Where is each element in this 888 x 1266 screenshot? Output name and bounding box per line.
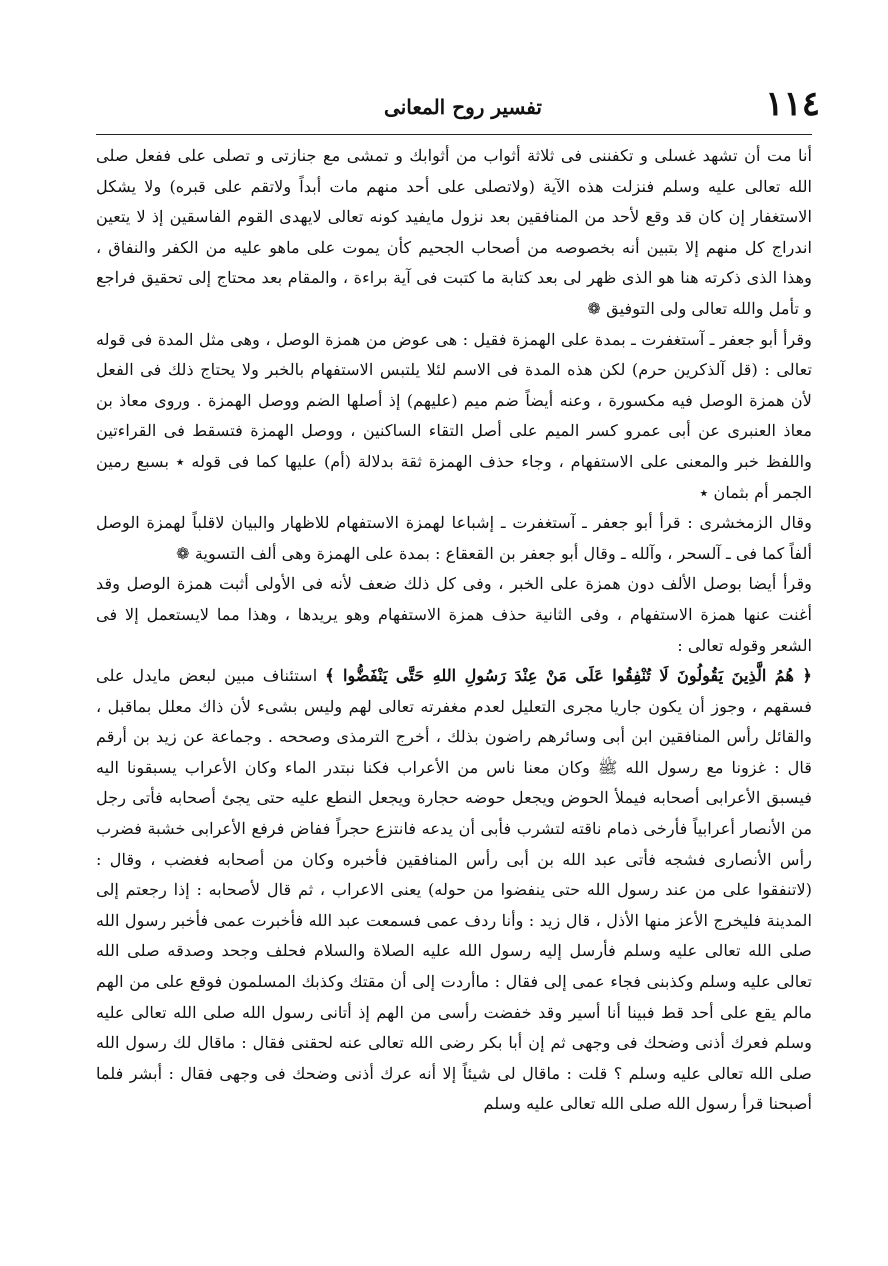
page-header (96, 80, 820, 135)
paragraph-3 (96, 508, 812, 569)
page-number: ١١٤ (765, 84, 820, 124)
paragraph-2 (96, 325, 812, 509)
paragraph-text: أنا مت أن تشهد غسلى و تكفننى فى ثلاثة أثواب من أثوابك و تمشى مع جنازتى و تصلى على ففعل صلى الله تعالى عليه وسلم فنزلت هذه الآية (ولاتصلى على أحد منهم مات أبداً ولاتقم على قبره) ولا يشكل الاستغفار إن كان قد وقع لأحد من المنافقين بعد نزول مايفيد كونه تعالى لايهدى القوم الفاسقين إذ لا يتعين اندراج كل منهم إلا بتبين أنه بخصوصه من أصحاب الجحيم كأن يموت على ماهو عليه من الكفر والنفاق ، وهذا الذى ذكرته هنا هو الذى ظهر لى بعد كتابة ما كتبت فى آية براءة ، والمقام بعد محتاج إلى تحقيق فراجع و تأمل والله تعالى ولى التوفيق ❁ (96, 146, 812, 318)
paragraph-4 (96, 569, 812, 661)
paragraph-text: وقرأ أبو جعفر ـ آستغفرت ـ بمدة على الهمزة فقيل : هى عوض من همزة الوصل ، وهى مثل المدة فى قوله تعالى : (قل آلذكرين حرم) لكن هذه المدة فى الاسم لئلا يلتبس الاستفهام بالخبر ولا يحتاج ذلك فى الفعل لأن همزة الوصل فيه مكسورة ، وعنه أيضاً ضم ميم (عليهم) إذ أصلها الضم ووصل الهمزة . وروى معاذ بن معاذ العنبرى عن أبى عمرو كسر الميم على أصل التقاء الساكنين ، ووصل الهمزة فتسقط فى القراءتين واللفظ خبر والمعنى على الاستفهام ، وجاء حذف الهمزة ثقة بدلالة (أم) عليها كما فى قوله ٭ بسبع رمين الجمر أم بثمان ٭ (96, 329, 812, 502)
paragraph-1 (96, 141, 812, 325)
quran-verse: ﴿ هُمُ الَّذِينَ يَقُولُونَ لَا تُنْفِقُوا عَلَى مَنْ عِنْدَ رَسُولِ اللهِ حَتَّى يَنْفَضُّوا ﴾ (325, 666, 812, 686)
document-page (96, 80, 820, 1200)
paragraph-5 (96, 661, 812, 1120)
paragraph-text: وقرأ أيضا بوصل الألف دون همزة على الخبر ، وفى كل ذلك ضعف لأنه فى الأولى أثبت همزة الوصل وقد أغنت عنها همزة الاستفهام ، وفى الثانية حذف همزة الاستفهام وهو يريدها ، وهذا مما لايستعمل إلا فى الشعر وقوله تعالى : (96, 574, 812, 655)
paragraph-text: استئناف مبين لبعض مايدل على فسقهم ، وجوز أن يكون جاريا مجرى التعليل لعدم مغفرته تعالى لهم وليس بشىء لأن ذاك معلل بماقبل ، والقائل رأس المنافقين ابن أبى وسائرهم راضون بذلك ، أخرج الترمذى وصححه . وجماعة عن زيد بن أرقم قال : غزونا مع رسول الله ﷺ وكان معنا ناس من الأعراب فكنا نبتدر الماء وكان الأعراب يسبقونا اليه فيسبق الأعرابى أصحابه فيملأ الحوض ويجعل حوضه حجارة ويجعل النطع عليه حتى يجئ أصحابه فأتى رجل من الأنصار أعرابياً فأرخى ذمام ناقته لتشرب فأبى أن يدعه فانتزع حجراً ففاض فرفع الأعرابى خشبة فضرب رأس الأنصارى فشجه فأتى عبد الله بن أبى رأس المنافقين فأخبره وكان من أصحابه فغضب ، وقال : (لاتنفقوا على من عند رسول الله حتى ينفضوا من حوله) يعنى الاعراب ، ثم قال لأصحابه : إذا رجعتم إلى المدينة فليخرج الأعز منها الأذل ، قال زيد : وأنا ردف عمى فسمعت عبد الله فأخبرت عمى فأخبر رسول الله صلى الله تعالى عليه وسلم فأرسل إليه رسول الله عليه الصلاة والسلام فحلف وجحد وصدقه صلى الله تعالى عليه وسلم وكذبنى فجاء عمى إلى فقال : ماأردت إلى أن مقتك وكذبك المسلمون فوقع على من الهم مالم يقع على أحد قط فبينا أنا أسير وقد خفضت رأسى من الهم إذ أتانى رسول الله صلى الله تعالى عليه وسلم فعرك أذنى وضحك فى وجهى ثم إن أبا بكر رضى الله تعالى عنه لحقنى فقال : ماقال لك رسول الله صلى الله تعالى عليه وسلم ؟ قلت : ماقال لى شيئاً إلا أنه عرك أذنى وضحك فى وجهى فقال : أبشر فلما أصبحنا قرأ رسول الله صلى الله تعالى عليه وسلم (96, 666, 812, 1114)
running-title: تفسير روح المعانى (384, 95, 542, 119)
paragraph-text: وقال الزمخشرى : قرأ أبو جعفر ـ آستغفرت ـ إشباعا لهمزة الاستفهام للاظهار والبيان لاقلباً لهمزة الوصل ألفاً كما فى ـ آلسحر ، وآلله ـ وقال أبو جعفر بن القعقاع : بمدة على الهمزة وهى ألف التسوية ❁ (96, 513, 812, 563)
body-text (96, 141, 812, 1120)
